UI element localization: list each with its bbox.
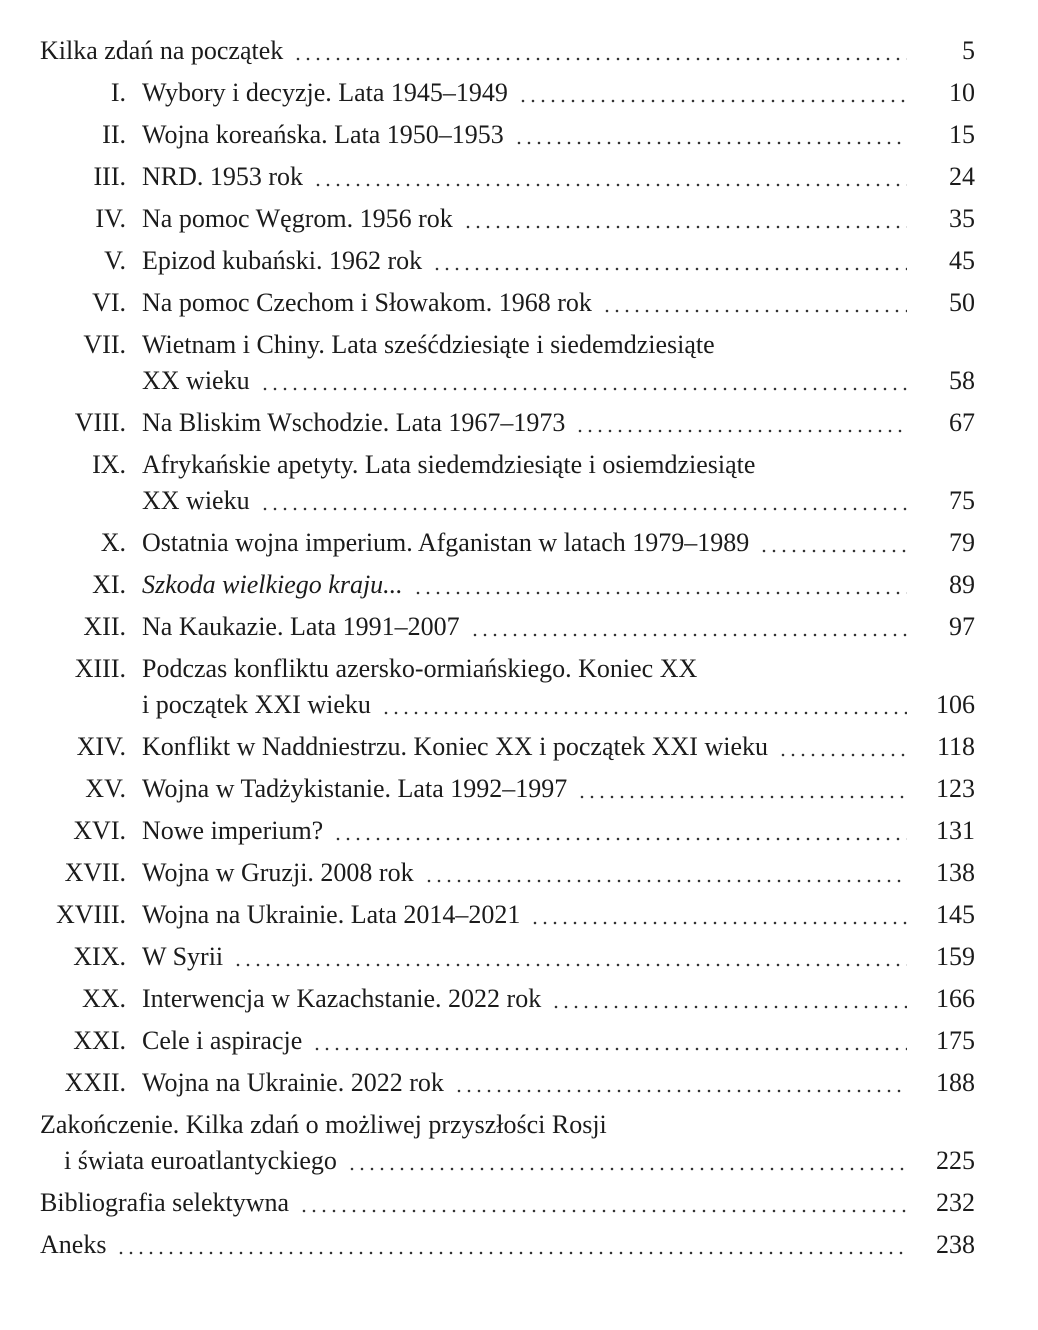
toc-entry-chapter-12 [40,606,975,648]
toc-entry-page: 24 [949,162,975,191]
dot-leader [530,920,907,926]
toc-entry-title: Na pomoc Węgrom. 1956 rok [142,204,453,233]
chapter-number: XIII. [74,654,126,683]
toc-entry-title: Kilka zdań na początek [40,36,284,65]
chapter-number: XVIII. [55,900,126,929]
toc-entry-chapter-13 [40,648,975,726]
toc-entry-page: 97 [949,612,975,641]
toc-entry-page: 75 [949,486,975,515]
toc-entry-bibliography [40,1182,975,1224]
toc-entry-title: Szkoda wielkiego kraju... [142,570,403,599]
toc-entry-page: 15 [949,120,975,149]
toc-entry-page: 58 [949,366,975,395]
toc-entry-page: 106 [936,690,975,719]
toc-entry-title: Konflikt w Naddniestrzu. Koniec XX i początek XXI wieku [142,732,768,761]
toc-entry-page: 123 [936,774,975,803]
toc-entry-chapter-11 [40,564,975,606]
toc-entry-title: Bibliografia selektywna [40,1188,290,1217]
toc-entry-title: Interwencja w Kazachstanie. 2022 rok [142,984,542,1013]
dot-leader [260,386,907,392]
toc-entry-title-line1: Wietnam i Chiny. Lata sześćdziesiąte i siedemdziesiąte [142,330,715,359]
toc-entry-chapter-1 [40,72,975,114]
toc-entry-title: Ostatnia wojna imperium. Afganistan w latach 1979–1989 [142,528,750,557]
chapter-number: II. [102,120,126,149]
toc-entry-chapter-2 [40,114,975,156]
toc-entry-title-line1: Zakończenie. Kilka zdań o możliwej przyszłości Rosji [40,1110,607,1139]
dot-leader [551,1004,907,1010]
chapter-number: V. [104,246,126,275]
toc-entry-title: Na pomoc Czechom i Słowakom. 1968 rok [142,288,592,317]
chapter-number: XVII. [64,858,126,887]
toc-entry-chapter-5 [40,240,975,282]
dot-leader [778,752,907,758]
toc-entry-title: Wojna w Gruzji. 2008 rok [142,858,414,887]
toc-entry-chapter-19 [40,936,975,978]
toc-entry-title-line2: XX wieku [142,366,250,395]
toc-entry-page: 166 [936,984,975,1013]
toc-entry-conclusion [40,1104,975,1182]
dot-leader [299,1208,907,1214]
toc-entry-page: 5 [962,36,975,65]
dot-leader [470,632,907,638]
dot-leader [293,56,907,62]
toc-entry-page: 50 [949,288,975,317]
toc-entry-page: 175 [936,1026,975,1055]
chapter-number: VI. [92,288,126,317]
toc-entry-title-line2: i świata euroatlantyckiego [64,1146,337,1175]
toc-entry-page: 159 [936,942,975,971]
toc-entry-chapter-20 [40,978,975,1020]
toc-entry-title: Epizod kubański. 1962 rok [142,246,423,275]
chapter-number: XIV. [76,732,126,761]
dot-leader [381,710,907,716]
toc-entry-title-line1: Afrykańskie apetyty. Lata siedemdziesiąte i osiemdziesiąte [142,450,756,479]
dot-leader [577,794,907,800]
toc-entry-title-line2: XX wieku [142,486,250,515]
toc-entry-chapter-4 [40,198,975,240]
toc-entry-title: Nowe imperium? [142,816,324,845]
dot-leader [233,962,907,968]
toc-entry-chapter-7 [40,324,975,402]
toc-entry-chapter-21 [40,1020,975,1062]
toc-entry-page: 131 [936,816,975,845]
chapter-number: VII. [83,330,126,359]
chapter-number: XX. [81,984,126,1013]
toc-entry-page: 238 [936,1230,975,1259]
toc-entry-title-line1: Podczas konfliktu azersko-ormiańskiego. Koniec XX [142,654,698,683]
toc-entry-page: 35 [949,204,975,233]
dot-leader [759,548,907,554]
toc-entry-chapter-18 [40,894,975,936]
toc-entry-chapter-9 [40,444,975,522]
toc-entry-title: Wojna w Tadżykistanie. Lata 1992–1997 [142,774,568,803]
toc-entry-page: 232 [936,1188,975,1217]
dot-leader [454,1088,907,1094]
toc-entry-chapter-16 [40,810,975,852]
toc-entry-chapter-3 [40,156,975,198]
chapter-number: IV. [95,204,126,233]
chapter-number: XXI. [73,1026,126,1055]
toc-entry-chapter-8 [40,402,975,444]
toc-entry-chapter-6 [40,282,975,324]
dot-leader [575,428,907,434]
chapter-number: XVI. [73,816,126,845]
chapter-number: IX. [92,450,126,479]
table-of-contents [40,30,975,1266]
toc-entry-page: 79 [949,528,975,557]
chapter-number: XV. [85,774,126,803]
chapter-number: XII. [83,612,126,641]
toc-entry-title: NRD. 1953 rok [142,162,304,191]
toc-entry-title: Aneks [40,1230,107,1259]
dot-leader [413,590,907,596]
dot-leader [514,140,907,146]
dot-leader [602,308,907,314]
toc-entry-page: 45 [949,246,975,275]
toc-entry-page: 10 [949,78,975,107]
toc-entry-title: Na Bliskim Wschodzie. Lata 1967–1973 [142,408,566,437]
toc-entry-chapter-15 [40,768,975,810]
dot-leader [424,878,907,884]
toc-entry-page: 67 [949,408,975,437]
toc-entry-title-line2: i początek XXI wieku [142,690,371,719]
chapter-number: VIII. [74,408,126,437]
dot-leader [333,836,907,842]
dot-leader [313,182,907,188]
dot-leader [260,506,907,512]
toc-entry-title: Wybory i decyzje. Lata 1945–1949 [142,78,508,107]
toc-entry-annex [40,1224,975,1266]
toc-entry-page: 225 [936,1146,975,1175]
dot-leader [116,1250,907,1256]
toc-entry-title: W Syrii [142,942,224,971]
toc-entry-page: 89 [949,570,975,599]
toc-entry-title: Wojna koreańska. Lata 1950–1953 [142,120,504,149]
dot-leader [312,1046,907,1052]
dot-leader [518,98,907,104]
toc-entry-title: Na Kaukazie. Lata 1991–2007 [142,612,460,641]
toc-entry-chapter-22 [40,1062,975,1104]
toc-entry-title: Wojna na Ukrainie. Lata 2014–2021 [142,900,521,929]
toc-entry-page: 145 [936,900,975,929]
toc-entry-chapter-17 [40,852,975,894]
chapter-number: X. [100,528,126,557]
dot-leader [347,1166,907,1172]
toc-entry-intro [40,30,975,72]
toc-entry-page: 188 [936,1068,975,1097]
toc-entry-chapter-14 [40,726,975,768]
toc-entry-title: Wojna na Ukrainie. 2022 rok [142,1068,444,1097]
chapter-number: XXII. [64,1068,126,1097]
toc-entry-page: 138 [936,858,975,887]
chapter-number: XIX. [73,942,126,971]
chapter-number: XI. [92,570,126,599]
chapter-number: I. [110,78,126,107]
dot-leader [432,266,907,272]
dot-leader [463,224,907,230]
toc-entry-chapter-10 [40,522,975,564]
chapter-number: III. [93,162,126,191]
toc-entry-page: 118 [936,732,975,761]
toc-entry-title: Cele i aspiracje [142,1026,303,1055]
